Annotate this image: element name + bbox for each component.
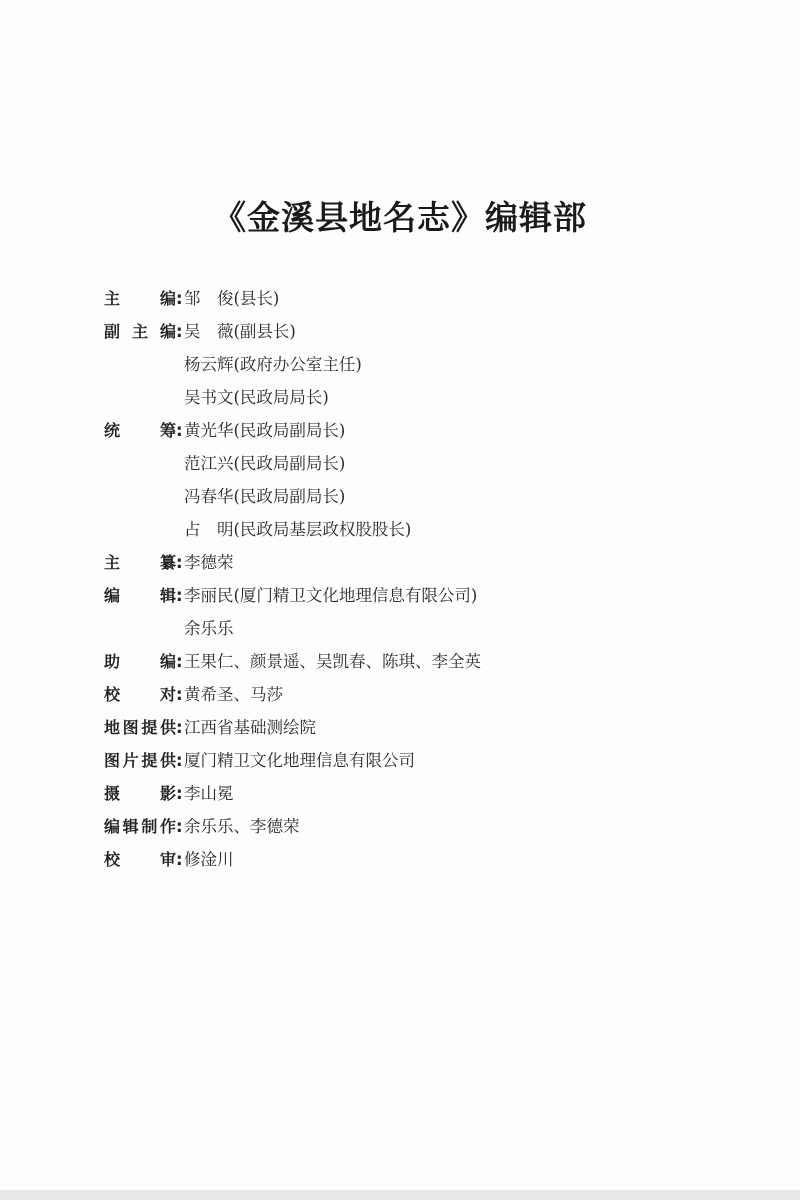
staff-row [104,517,481,550]
staff-role: 摄 影 [104,784,176,803]
staff-row [104,418,481,451]
staff-names: 吴 薇(副县长) [184,322,296,341]
staff-row [104,649,481,682]
staff-colon: : [176,586,183,605]
staff-colon: : [176,784,183,803]
page-bottom-edge [0,1190,800,1200]
staff-row [104,583,481,616]
staff-colon: : [176,685,183,704]
staff-row [104,319,481,352]
staff-row [104,814,481,847]
staff-row [104,451,481,484]
staff-row [104,385,481,418]
staff-names: 李德荣 [184,553,234,572]
staff-role: 编 辑 [104,586,176,605]
staff-row [104,847,481,880]
staff-colon: : [176,850,183,869]
staff-row [104,286,481,319]
staff-colon: : [176,553,183,572]
staff-names: 黄光华(民政局副局长) [184,421,346,440]
staff-row [104,616,481,649]
staff-role: 校 对 [104,685,176,704]
staff-row [104,715,481,748]
staff-role: 统 筹 [104,421,176,440]
staff-names: 王果仁、颜景遥、吴凯春、陈琪、李全英 [184,652,481,671]
staff-names: 厦门精卫文化地理信息有限公司 [184,751,415,770]
staff-names: 杨云辉(政府办公室主任) [184,355,362,374]
staff-role: 副 主 编 [104,322,176,341]
staff-role: 主 纂 [104,553,176,572]
page-title: 《金溪县地名志》编辑部 [213,198,587,237]
staff-names: 邹 俊(县长) [184,289,280,308]
staff-colon: : [176,289,183,308]
staff-list [104,286,481,880]
staff-role: 编 辑 制 作 [104,817,176,836]
staff-row [104,352,481,385]
staff-names: 余乐乐 [184,619,234,638]
staff-row [104,484,481,517]
staff-role: 图 片 提 供 [104,751,176,770]
staff-names: 吴书文(民政局局长) [184,388,329,407]
staff-names: 黄希圣、马莎 [184,685,283,704]
staff-colon: : [176,652,183,671]
staff-colon: : [176,421,183,440]
staff-names: 冯春华(民政局副局长) [184,487,346,506]
staff-names: 李山冕 [184,784,234,803]
staff-role: 主 编 [104,289,176,308]
staff-names: 修淦川 [184,850,234,869]
staff-names: 范江兴(民政局副局长) [184,454,346,473]
staff-colon: : [176,751,183,770]
staff-row [104,748,481,781]
staff-names: 李丽民(厦门精卫文化地理信息有限公司) [184,586,478,605]
staff-colon: : [176,817,183,836]
staff-row [104,682,481,715]
staff-role: 地 图 提 供 [104,718,176,737]
staff-colon: : [176,322,183,341]
staff-names: 余乐乐、李德荣 [184,817,300,836]
staff-role: 校 审 [104,850,176,869]
staff-row [104,781,481,814]
staff-role: 助 编 [104,652,176,671]
staff-names: 江西省基础测绘院 [184,718,316,737]
staff-row [104,550,481,583]
staff-names: 占 明(民政局基层政权股股长) [184,520,412,539]
staff-colon: : [176,718,183,737]
